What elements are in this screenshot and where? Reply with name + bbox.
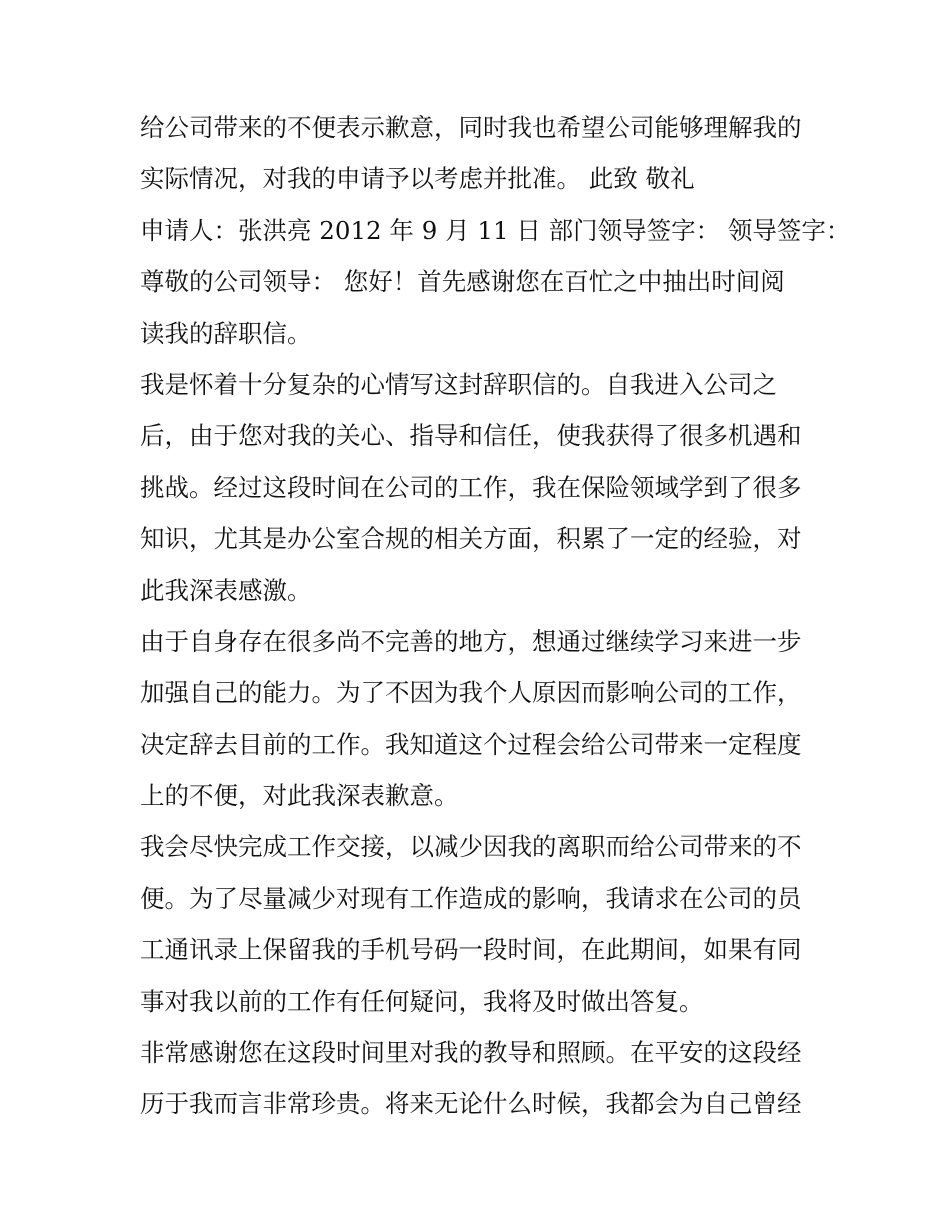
text-line: 后，由于您对我的关心、指导和信任，使我获得了很多机遇和 <box>140 421 802 451</box>
text-line: 尊敬的公司领导： 您好！首先感谢您在百忙之中抽出时间阅 <box>140 267 785 297</box>
text-line: 挑战。经过这段时间在公司的工作，我在保险领域学到了很多 <box>140 472 802 502</box>
text-line: 知识，尤其是办公室合规的相关方面，积累了一定的经验，对 <box>140 524 802 554</box>
text-line: 工通讯录上保留我的手机号码一段时间，在此期间，如果有同 <box>140 935 802 965</box>
text-line: 由于自身存在很多尚不完善的地方，想通过继续学习来进一步 <box>140 626 802 656</box>
text-line: 便。为了尽量减少对现有工作造成的影响，我请求在公司的员 <box>140 883 802 913</box>
text-line: 读我的辞职信。 <box>140 318 312 348</box>
document-body <box>140 102 851 1130</box>
text-line: 实际情况，对我的申请予以考虑并批准。 此致 敬礼 <box>140 164 695 194</box>
text-line: 非常感谢您在这段时间里对我的教导和照顾。在平安的这段经 <box>140 1038 802 1068</box>
text-line: 我是怀着十分复杂的心情写这封辞职信的。自我进入公司之 <box>140 369 777 399</box>
text-line: 给公司带来的不便表示歉意，同时我也希望公司能够理解我的 <box>140 113 802 142</box>
text-line: 上的不便，对此我深表歉意。 <box>140 781 459 811</box>
text-line: 事对我以前的工作有任何疑问，我将及时做出答复。 <box>140 986 704 1016</box>
text-line: 此我深表感激。 <box>140 575 312 605</box>
text-line: 申请人：张洪亮 2012 年 9 月 11 日 部门领导签字： 领导签字： <box>140 215 851 245</box>
text-line: 决定辞去目前的工作。我知道这个过程会给公司带来一定程度 <box>140 729 802 759</box>
text-line: 我会尽快完成工作交接，以减少因我的离职而给公司带来的不 <box>140 832 802 862</box>
text-line: 历于我而言非常珍贵。将来无论什么时候，我都会为自己曾经 <box>140 1089 802 1119</box>
text-line: 加强自己的能力。为了不因为我个人原因而影响公司的工作， <box>140 678 802 708</box>
